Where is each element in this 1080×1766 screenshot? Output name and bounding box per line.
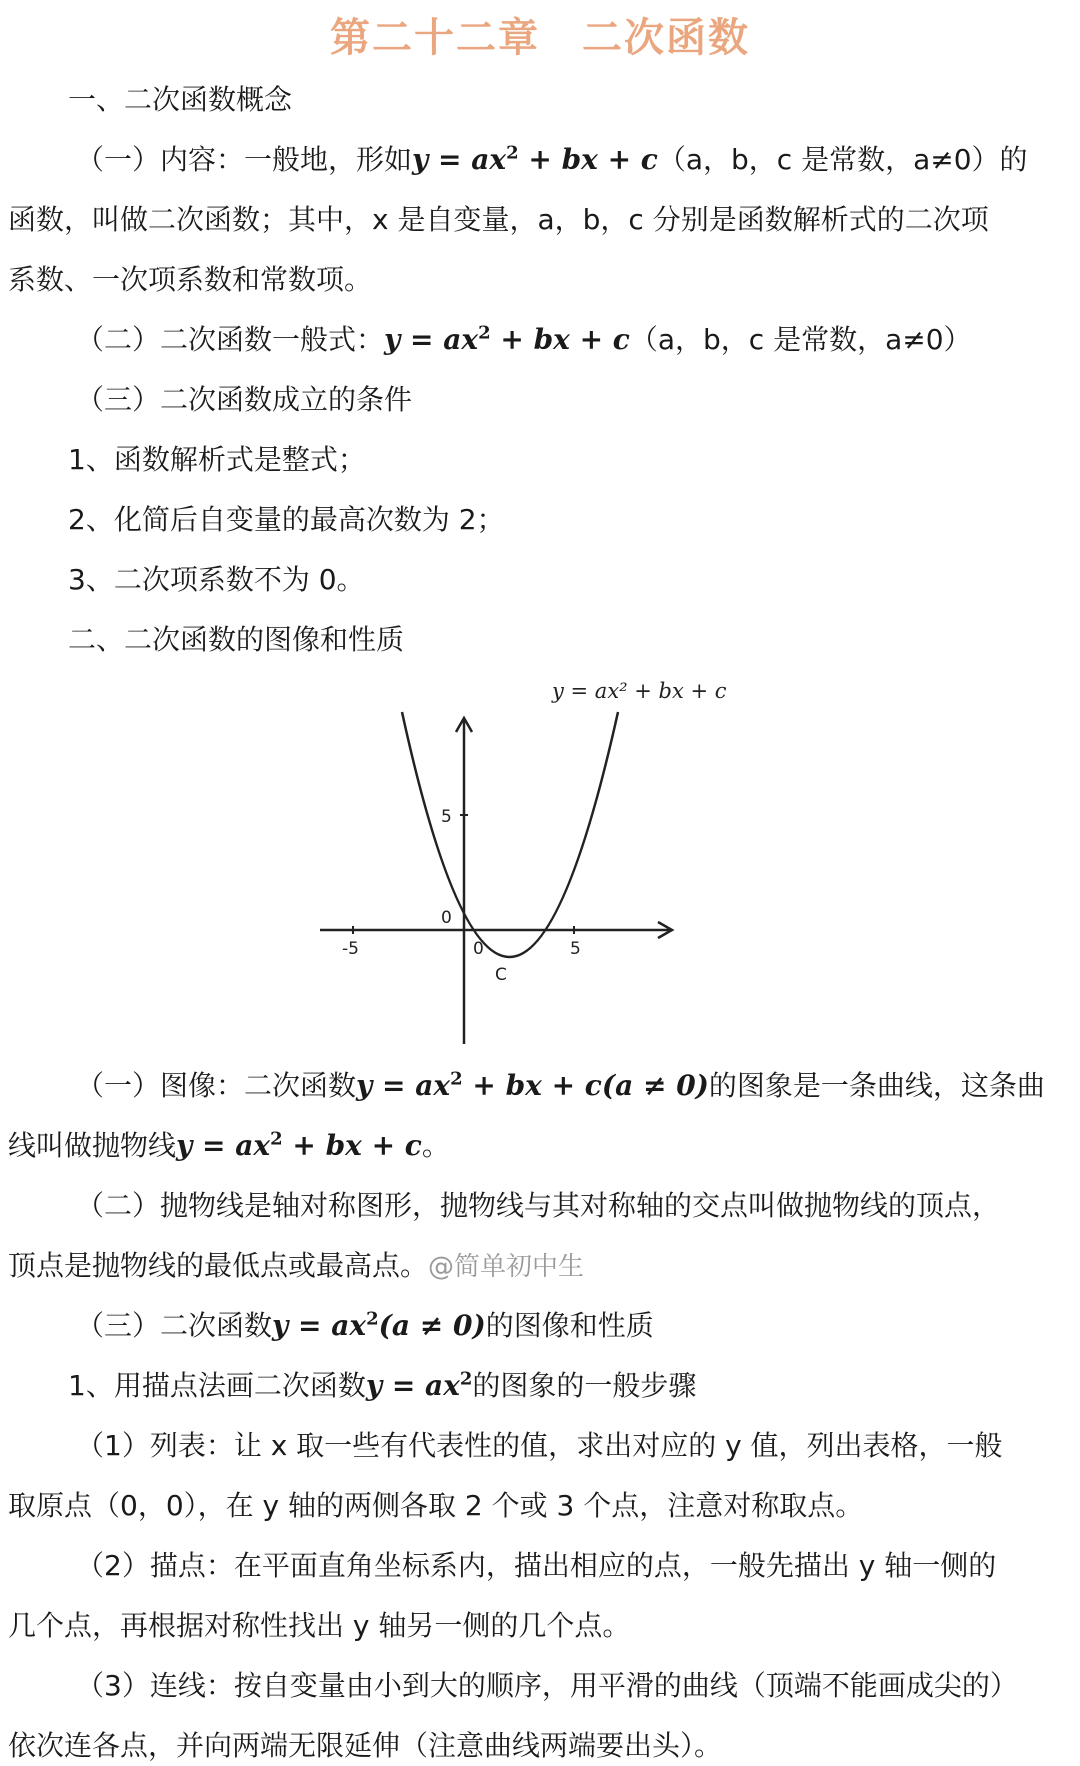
- image-line-1: [76, 1066, 1045, 1106]
- eq-base: y = ax: [272, 1309, 367, 1342]
- eq-tail: + bx + c: [490, 323, 630, 356]
- parabola-equation: [176, 1129, 422, 1162]
- steps-suffix: 的图象的一般步骤: [472, 1369, 697, 1402]
- general-form-equation: [384, 323, 630, 356]
- eq-base: y = ax: [384, 323, 479, 356]
- definition-line-1: [76, 140, 1028, 180]
- simple-prefix: （三）二次函数: [76, 1309, 273, 1342]
- general-form-suffix: （a，b，c 是常数，a≠0）: [629, 323, 972, 356]
- section1-heading: 一、二次函数概念: [68, 83, 293, 116]
- y-label-0: 0: [441, 908, 452, 928]
- image-prefix: （一）图像：二次函数: [76, 1069, 357, 1102]
- label-c: C: [495, 965, 507, 985]
- x-label-neg5: -5: [342, 939, 359, 959]
- steps-prefix: 1、用描点法画二次函数: [68, 1369, 366, 1402]
- eq-tail: (a ≠ 0): [378, 1309, 486, 1342]
- eq-tail: + bx + c: [282, 1129, 422, 1162]
- simple-form-heading: [76, 1306, 654, 1346]
- eq-tail: + bx + c: [518, 143, 658, 176]
- step3-line-1: （3）连线：按自变量由小到大的顺序，用平滑的曲线（顶端不能画成尖的）: [76, 1669, 1018, 1702]
- image-suffix: 的图象是一条曲线，这条曲: [708, 1069, 1045, 1102]
- image-equation: [356, 1069, 709, 1102]
- step2-line-1: （2）描点：在平面直角坐标系内，描出相应的点，一般先描出 y 轴一侧的: [76, 1549, 997, 1582]
- eq-base: y = ax: [356, 1069, 451, 1102]
- x-label-5: 5: [570, 939, 581, 959]
- eq-exponent: 2: [270, 1128, 283, 1150]
- general-form-prefix: （二）二次函数一般式：: [76, 323, 385, 356]
- condition-1: 1、函数解析式是整式；: [68, 443, 366, 476]
- steps-heading: [68, 1366, 696, 1406]
- image-line2-suffix: 。: [421, 1129, 450, 1162]
- graph-equation-label: y = ax² + bx + c: [552, 679, 727, 703]
- definition-mid: （a，b，c 是常数，a≠0）的: [657, 143, 1028, 176]
- chapter-title: 第二十二章 二次函数: [330, 15, 750, 61]
- simple-suffix: 的图像和性质: [485, 1309, 654, 1342]
- conditions-heading: （三）二次函数成立的条件: [76, 383, 413, 416]
- step3-line-2: 依次连各点，并向两端无限延伸（注意曲线两端要出头）。: [8, 1729, 723, 1762]
- watermark: @简单初中生: [428, 1252, 585, 1282]
- eq-exponent: 2: [459, 1368, 473, 1390]
- parabola-graph: [300, 672, 760, 1052]
- definition-line-2: 函数，叫做二次函数；其中，x 是自变量，a，b，c 分别是函数解析式的二次项: [8, 203, 989, 236]
- section2-heading: 二、二次函数的图像和性质: [68, 623, 405, 656]
- eq-base: y = ax: [365, 1369, 460, 1402]
- eq-exponent: 2: [506, 142, 519, 164]
- steps-equation: [366, 1369, 473, 1402]
- eq-base: y = ax: [176, 1129, 271, 1162]
- image-line-2: [8, 1126, 450, 1166]
- definition-prefix: （一）内容：一般地，形如: [76, 143, 413, 176]
- vertex-line-2: [8, 1246, 584, 1287]
- definition-line-3: 系数、一次项系数和常数项。: [8, 263, 373, 296]
- vertex-text: 顶点是抛物线的最低点或最高点。: [8, 1249, 429, 1282]
- general-form-line: [76, 320, 972, 360]
- y-label-5: 5: [441, 807, 452, 827]
- step2-line-2: 几个点，再根据对称性找出 y 轴另一侧的几个点。: [8, 1609, 631, 1642]
- eq-condition: (a ≠ 0): [601, 1069, 709, 1102]
- step1-line-2: 取原点（0，0），在 y 轴的两侧各取 2 个或 3 个点，注意对称取点。: [8, 1489, 864, 1522]
- image-line2-prefix: 线叫做抛物线: [8, 1129, 177, 1162]
- vertex-line-1: （二）抛物线是轴对称图形，抛物线与其对称轴的交点叫做抛物线的顶点，: [76, 1189, 1001, 1222]
- condition-2: 2、化简后自变量的最高次数为 2；: [68, 503, 505, 536]
- definition-equation: [412, 143, 658, 176]
- condition-3: 3、二次项系数不为 0。: [68, 563, 365, 596]
- x-label-0: 0: [473, 939, 484, 959]
- eq-exponent: 2: [450, 1068, 463, 1090]
- eq-exponent: 2: [478, 322, 491, 344]
- eq-base: y = ax: [412, 143, 507, 176]
- eq-exponent: 2: [366, 1308, 379, 1330]
- simple-equation: [272, 1309, 486, 1342]
- eq-tail: + bx + c: [462, 1069, 602, 1102]
- parabola-curve: [402, 712, 618, 957]
- step1-line-1: （1）列表：让 x 取一些有代表性的值，求出对应的 y 值，列出表格，一般: [76, 1429, 1003, 1462]
